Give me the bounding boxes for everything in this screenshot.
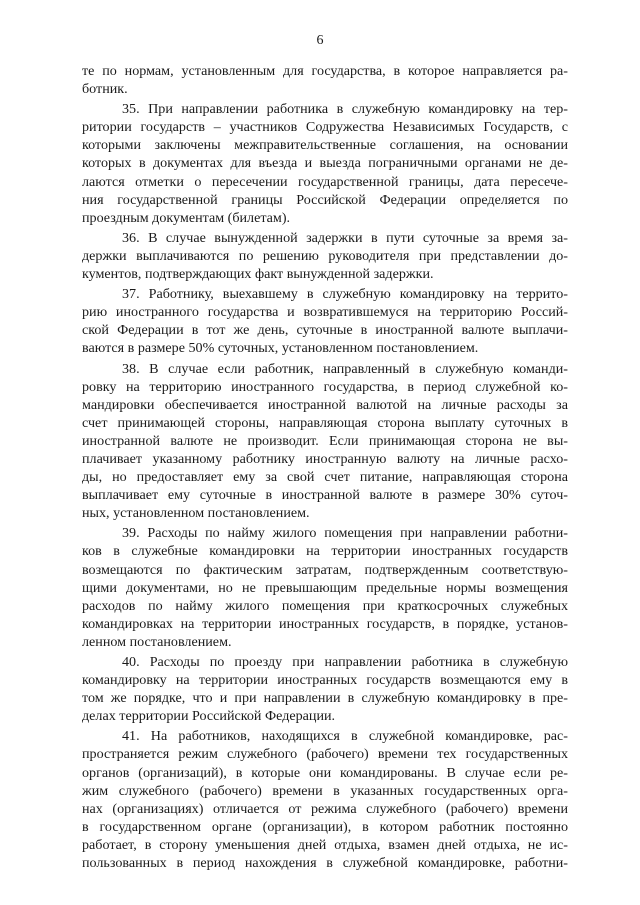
text-line: органов (организаций), в которые они командированы. В случае если ре-: [82, 764, 568, 781]
text-line: 38. В случае если работник, направленный в служебную команди-: [122, 360, 568, 377]
text-line: ритории государств – участников Содружества Независимых Государств, с: [82, 119, 568, 136]
text-line: рию иностранного государства и возвратившемуся на территорию Россий-: [82, 304, 568, 321]
text-line: кументов, подтверждающих факт вынужденной задержки.: [82, 266, 434, 283]
text-line: делах территории Российской Федерации.: [82, 708, 336, 725]
text-line: ков в служебные командировки на территории иностранных государств: [82, 543, 568, 560]
text-line: лаются отметки о пересечении государственной границы, дата пересече-: [82, 173, 568, 190]
paragraph-p40: [82, 653, 568, 725]
text-line: командировку на территории иностранных государств возмещаются ему в: [82, 672, 568, 689]
text-line: 39. Расходы по найму жилого помещения при направлении работни-: [122, 525, 568, 542]
text-line: счет принимающей стороны, направляющая сторона выплату суточных в: [82, 414, 568, 431]
text-line: плачивает указанному работнику иностранную валюту на личные расхо-: [82, 450, 568, 467]
text-line: возмещаются по фактическим затратам, подтвержденным соответствую-: [82, 561, 568, 578]
text-line: которыми заключены межправительственные соглашения, на основании: [82, 137, 568, 154]
text-line: 41. На работников, находящихся в служебной командировке, рас-: [122, 728, 568, 745]
text-line: нах (организациях) отличается от режима служебного (рабочего) времени: [82, 800, 568, 817]
paragraph-p38: [82, 360, 568, 523]
text-line: ботник.: [82, 81, 128, 98]
text-line: 35. При направлении работника в служебную командировку на тер-: [122, 101, 568, 118]
text-line: ленном постановлением.: [82, 633, 232, 650]
text-line: те по нормам, установленным для государства, в которое направляется ра-: [82, 63, 568, 79]
paragraph-p39: [82, 524, 568, 651]
text-line: расходов по найму жилого помещения при краткосрочных служебных: [82, 597, 568, 614]
text-line: держки выплачиваются по решению руководителя при представлении до-: [82, 247, 568, 264]
text-line: выплачивает ему суточные в иностранной валюте в размере 30% суточ-: [82, 487, 568, 504]
text-line: 40. Расходы по проезду при направлении работника в служебную: [122, 654, 568, 670]
text-line: мандировки обеспечивается иностранной валютой на личные расходы за: [82, 396, 568, 413]
text-line: проездным документам (билетам).: [82, 209, 291, 226]
text-line: ния государственной границы Российской Федерации определяется по: [82, 191, 568, 208]
text-line: 36. В случае вынужденной задержки в пути суточные за время за-: [122, 229, 568, 246]
document-body: [82, 62, 568, 874]
text-line: 37. Работнику, выехавшему в служебную командировку на террито-: [122, 286, 568, 303]
text-line: ровку на территорию иностранного государства, в период служебной ко-: [82, 378, 568, 395]
text-line: ды, но предоставляет ему за свой счет питание, направляющая сторона: [82, 469, 568, 486]
text-line: в государственном органе (организации), в котором работник постоянно: [82, 818, 568, 835]
paragraph-cont: [82, 62, 568, 98]
text-line: пользованных в период нахождения в служебной командировке, работни-: [82, 855, 568, 872]
text-line: ской Федерации в тот же день, суточные в иностранной валюте выплачи-: [82, 322, 568, 339]
paragraph-p35: [82, 100, 568, 227]
text-line: командировках на территории иностранных государств, в порядке, установ-: [82, 615, 568, 632]
paragraph-p37: [82, 285, 568, 357]
paragraph-p41: [82, 727, 568, 872]
text-line: щими документами, но не превышающим предельные нормы возмещения: [82, 579, 568, 596]
text-line: ваются в размере 50% суточных, установленном постановлением.: [82, 340, 479, 357]
text-line: которых в документах для въезда и выезда пограничными органами не де-: [82, 155, 568, 172]
text-line: ных, установленном постановлением.: [82, 505, 310, 522]
paragraph-p36: [82, 229, 568, 283]
page-number: 6: [316, 33, 324, 48]
text-line: жим служебного (рабочего) времени в указанных государственных орга-: [82, 782, 568, 799]
text-line: работает, в сторону уменьшения дней отдыха, взамен дней отдыха, не ис-: [82, 836, 568, 853]
text-line: пространяется режим служебного (рабочего) времени тех государственных: [82, 746, 568, 763]
text-line: иностранной валюте не производит. Если принимающая сторона не вы-: [82, 432, 568, 449]
text-line: том же порядке, что и при направлении в служебную командировку в пре-: [82, 690, 568, 707]
